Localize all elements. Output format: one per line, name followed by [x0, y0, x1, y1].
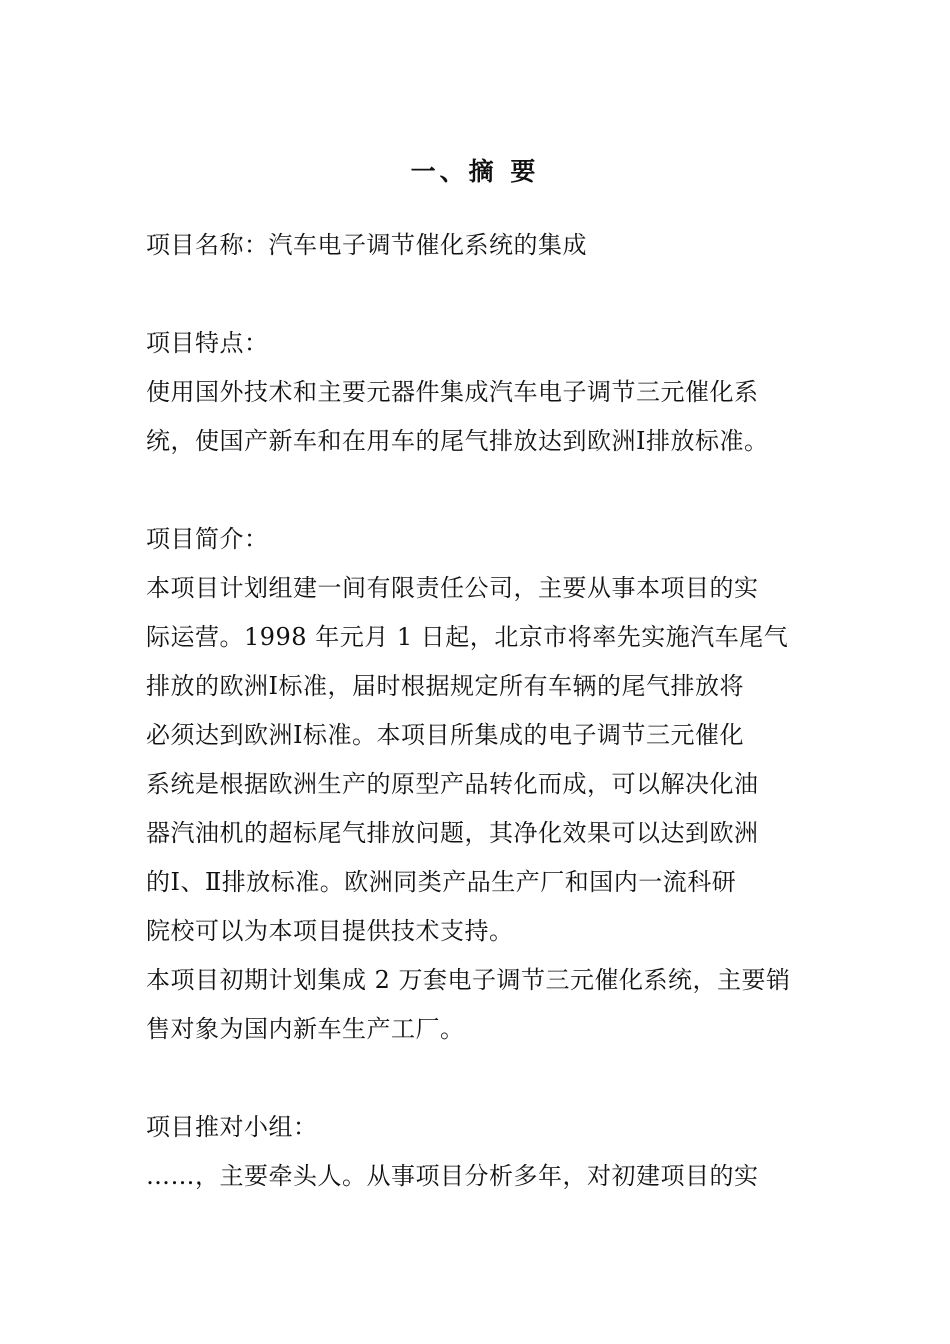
- section-title: 一、摘 要: [410, 157, 540, 186]
- paragraph-gap: [146, 270, 812, 319]
- features-heading: 项目特点：: [146, 329, 269, 357]
- intro-line: 售对象为国内新车生产工厂。: [146, 1015, 465, 1043]
- intro-line: 际运营。1998 年元月 1 日起，北京市将率先实施汽车尾气: [146, 623, 789, 651]
- intro-line: 必须达到欧洲Ⅰ标准。本项目所集成的电子调节三元催化: [146, 721, 744, 749]
- project-name-line: 项目名称：汽车电子调节催化系统的集成: [146, 231, 587, 259]
- intro-line: 本项目计划组建一间有限责任公司，主要从事本项目的实: [146, 574, 759, 602]
- features-line: 统，使国产新车和在用车的尾气排放达到欧洲Ⅰ排放标准。: [146, 427, 769, 455]
- paragraph-gap: [146, 466, 812, 515]
- features-line: 使用国外技术和主要元器件集成汽车电子调节三元催化系: [146, 378, 759, 406]
- intro-line: 系统是根据欧洲生产的原型产品转化而成，可以解决化油: [146, 770, 759, 798]
- paragraph-gap: [146, 1054, 812, 1103]
- intro-line: 院校可以为本项目提供技术支持。: [146, 917, 514, 945]
- team-heading: 项目推对小组：: [146, 1113, 318, 1141]
- document-body: [146, 221, 812, 1201]
- intro-line: 的Ⅰ、Ⅱ排放标准。欧洲同类产品生产厂和国内一流科研: [146, 868, 737, 896]
- intro-line: 排放的欧洲Ⅰ标准，届时根据规定所有车辆的尾气排放将: [146, 672, 744, 700]
- team-line: ……，主要牵头人。从事项目分析多年，对初建项目的实: [146, 1162, 759, 1190]
- intro-heading: 项目简介：: [146, 525, 269, 553]
- intro-line: 器汽油机的超标尾气排放问题，其净化效果可以达到欧洲: [146, 819, 759, 847]
- intro-line: 本项目初期计划集成 2 万套电子调节三元催化系统，主要销: [146, 966, 791, 994]
